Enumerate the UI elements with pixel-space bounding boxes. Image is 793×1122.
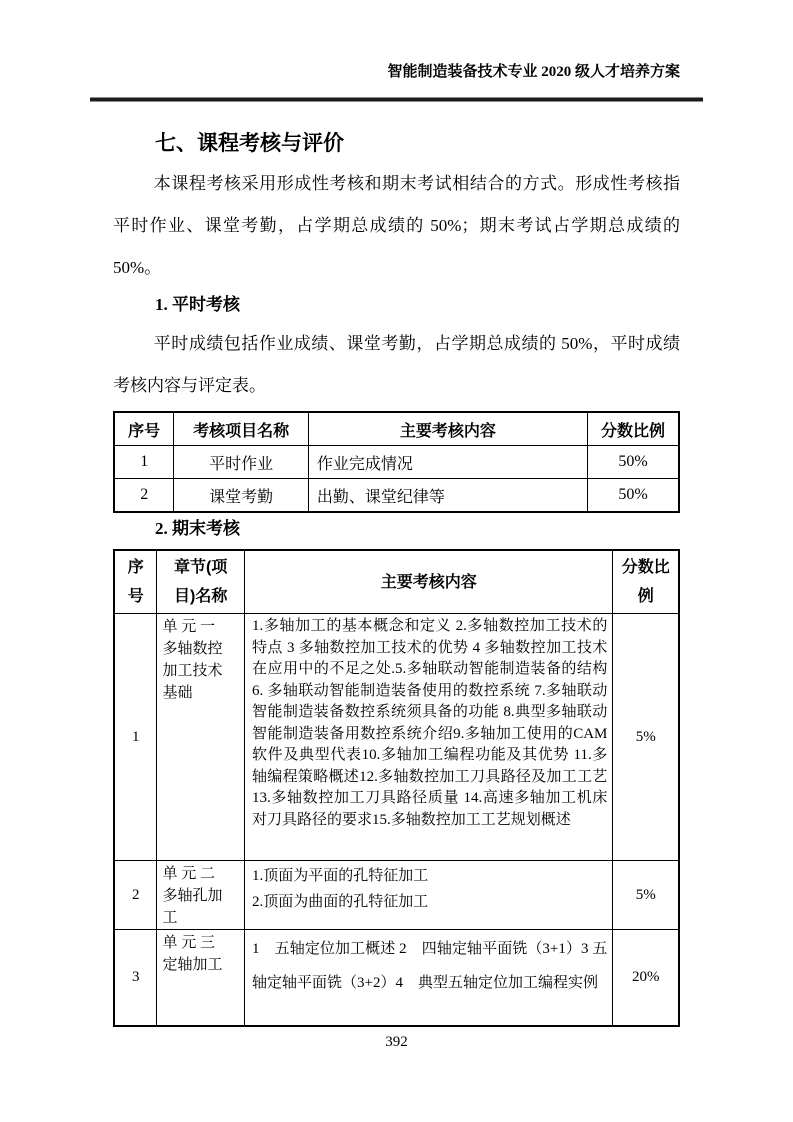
final-table-body [114,614,679,1027]
cell-ratio: 20% [613,930,679,1027]
chapter-line: 多轴数控 [162,641,223,657]
section-title: 七、课程考核与评价 [155,132,344,155]
cell-chapter [157,930,245,1027]
chapter-line: 单 元 三 [162,935,215,951]
content-line: 2.顶面为曲面的孔特征加工 [252,894,429,910]
cell-content: 出勤、课堂纪律等 [308,479,587,513]
table-row [114,446,679,479]
table-header-row [114,412,679,446]
header-line: 主要考核内容 [380,573,477,591]
chapter-line: 定轴加工 [162,957,223,973]
intro-paragraph: 本课程考核采用形成性考核和期末考试相结合的方式。形成性考核指平时作业、课堂考勤，占学期总成绩的 50%；期末考试占学期总成绩的 50%。 [113,174,680,277]
header-line: 章节(项 [174,559,228,576]
cell-no: 1 [114,446,174,479]
subsection-final-heading: 2. 期末考核 [155,519,240,538]
header-line: 序 [127,559,144,576]
col-header-no: 序号 [114,412,174,446]
header-line: 目)名称 [174,588,228,605]
header-line: 号 [127,588,144,605]
chapter-line: 基础 [162,685,193,701]
cell-ratio: 50% [587,479,679,513]
chapter-line: 加工技术 [162,663,223,679]
chapter-line: 单 元 一 [162,619,215,635]
cell-chapter [157,861,245,930]
usual-table-body [114,446,679,513]
chapter-line: 工 [162,910,178,926]
cell-content [245,861,613,930]
final-assessment-table [113,549,680,1027]
table-row [114,861,679,930]
cell-ratio: 5% [613,614,679,861]
col-header-no [114,550,157,614]
page-number: 392 [385,1034,408,1050]
subsection-usual-heading: 1. 平时考核 [155,295,240,314]
cell-no: 3 [114,930,157,1027]
col-header-content: 主要考核内容 [308,412,587,446]
table-header-row [114,550,679,614]
col-header-chapter [157,550,245,614]
cell-no: 2 [114,861,157,930]
content-line: 1.顶面为平面的孔特征加工 [252,868,429,884]
usual-assessment-table [113,411,680,513]
header-rule [90,97,703,102]
table-row [114,479,679,513]
usual-paragraph: 平时成绩包括作业成绩、课堂考勤，占学期总成绩的 50%，平时成绩考核内容与评定表。 [113,334,680,395]
cell-chapter [157,614,245,861]
running-header: 智能制造装备技术专业 2020 级人才培养方案 [387,64,680,80]
chapter-line: 单 元 二 [162,866,215,882]
cell-name: 平时作业 [174,446,308,479]
header-line: 分数比 [621,559,670,576]
col-header-name: 考核项目名称 [174,412,308,446]
cell-content: 作业完成情况 [308,446,587,479]
col-header-ratio [613,550,679,614]
cell-content [245,930,613,1027]
chapter-line: 多轴孔加 [162,888,223,904]
col-header-content [245,550,613,614]
cell-no: 2 [114,479,174,513]
cell-name: 课堂考勤 [174,479,308,513]
header-line: 例 [637,588,654,605]
cell-no: 1 [114,614,157,861]
table-row [114,614,679,861]
page-content [113,0,680,1027]
cell-ratio: 50% [587,446,679,479]
content-line: 1.多轴加工的基本概念和定义 2.多轴数控加工技术的特点 3 多轴数控加工技术的优势 4 多轴数控加工技术在应用中的不足之处.5.多轴联动智能制造装备的结构 6. 多轴联动智能制造装备使用的数控系统 7.多轴联动智能制造装备数控系统须具备的功能 8.典型多轴联动智能制造装备用数控系统介绍9.多轴加工使用的CAM软件及典型代表10.多轴加工编程功能及其优势 11.多轴编程策略概述12.多轴数控加工刀具路径及加工工艺13.多轴数控加工刀具路径质量 14.高速多轴加工机床对刀具路径的要求15.多轴数控加工工艺规划概述 [252,618,608,828]
content-line: 1 五轴定位加工概述 2 四轴定轴平面铣（3+1）3 五轴定轴平面铣（3+2）4 典型五轴定位加工编程实例 [252,941,608,991]
cell-ratio: 5% [613,861,679,930]
table-row [114,930,679,1027]
col-header-ratio: 分数比例 [587,412,679,446]
cell-content [245,614,613,861]
